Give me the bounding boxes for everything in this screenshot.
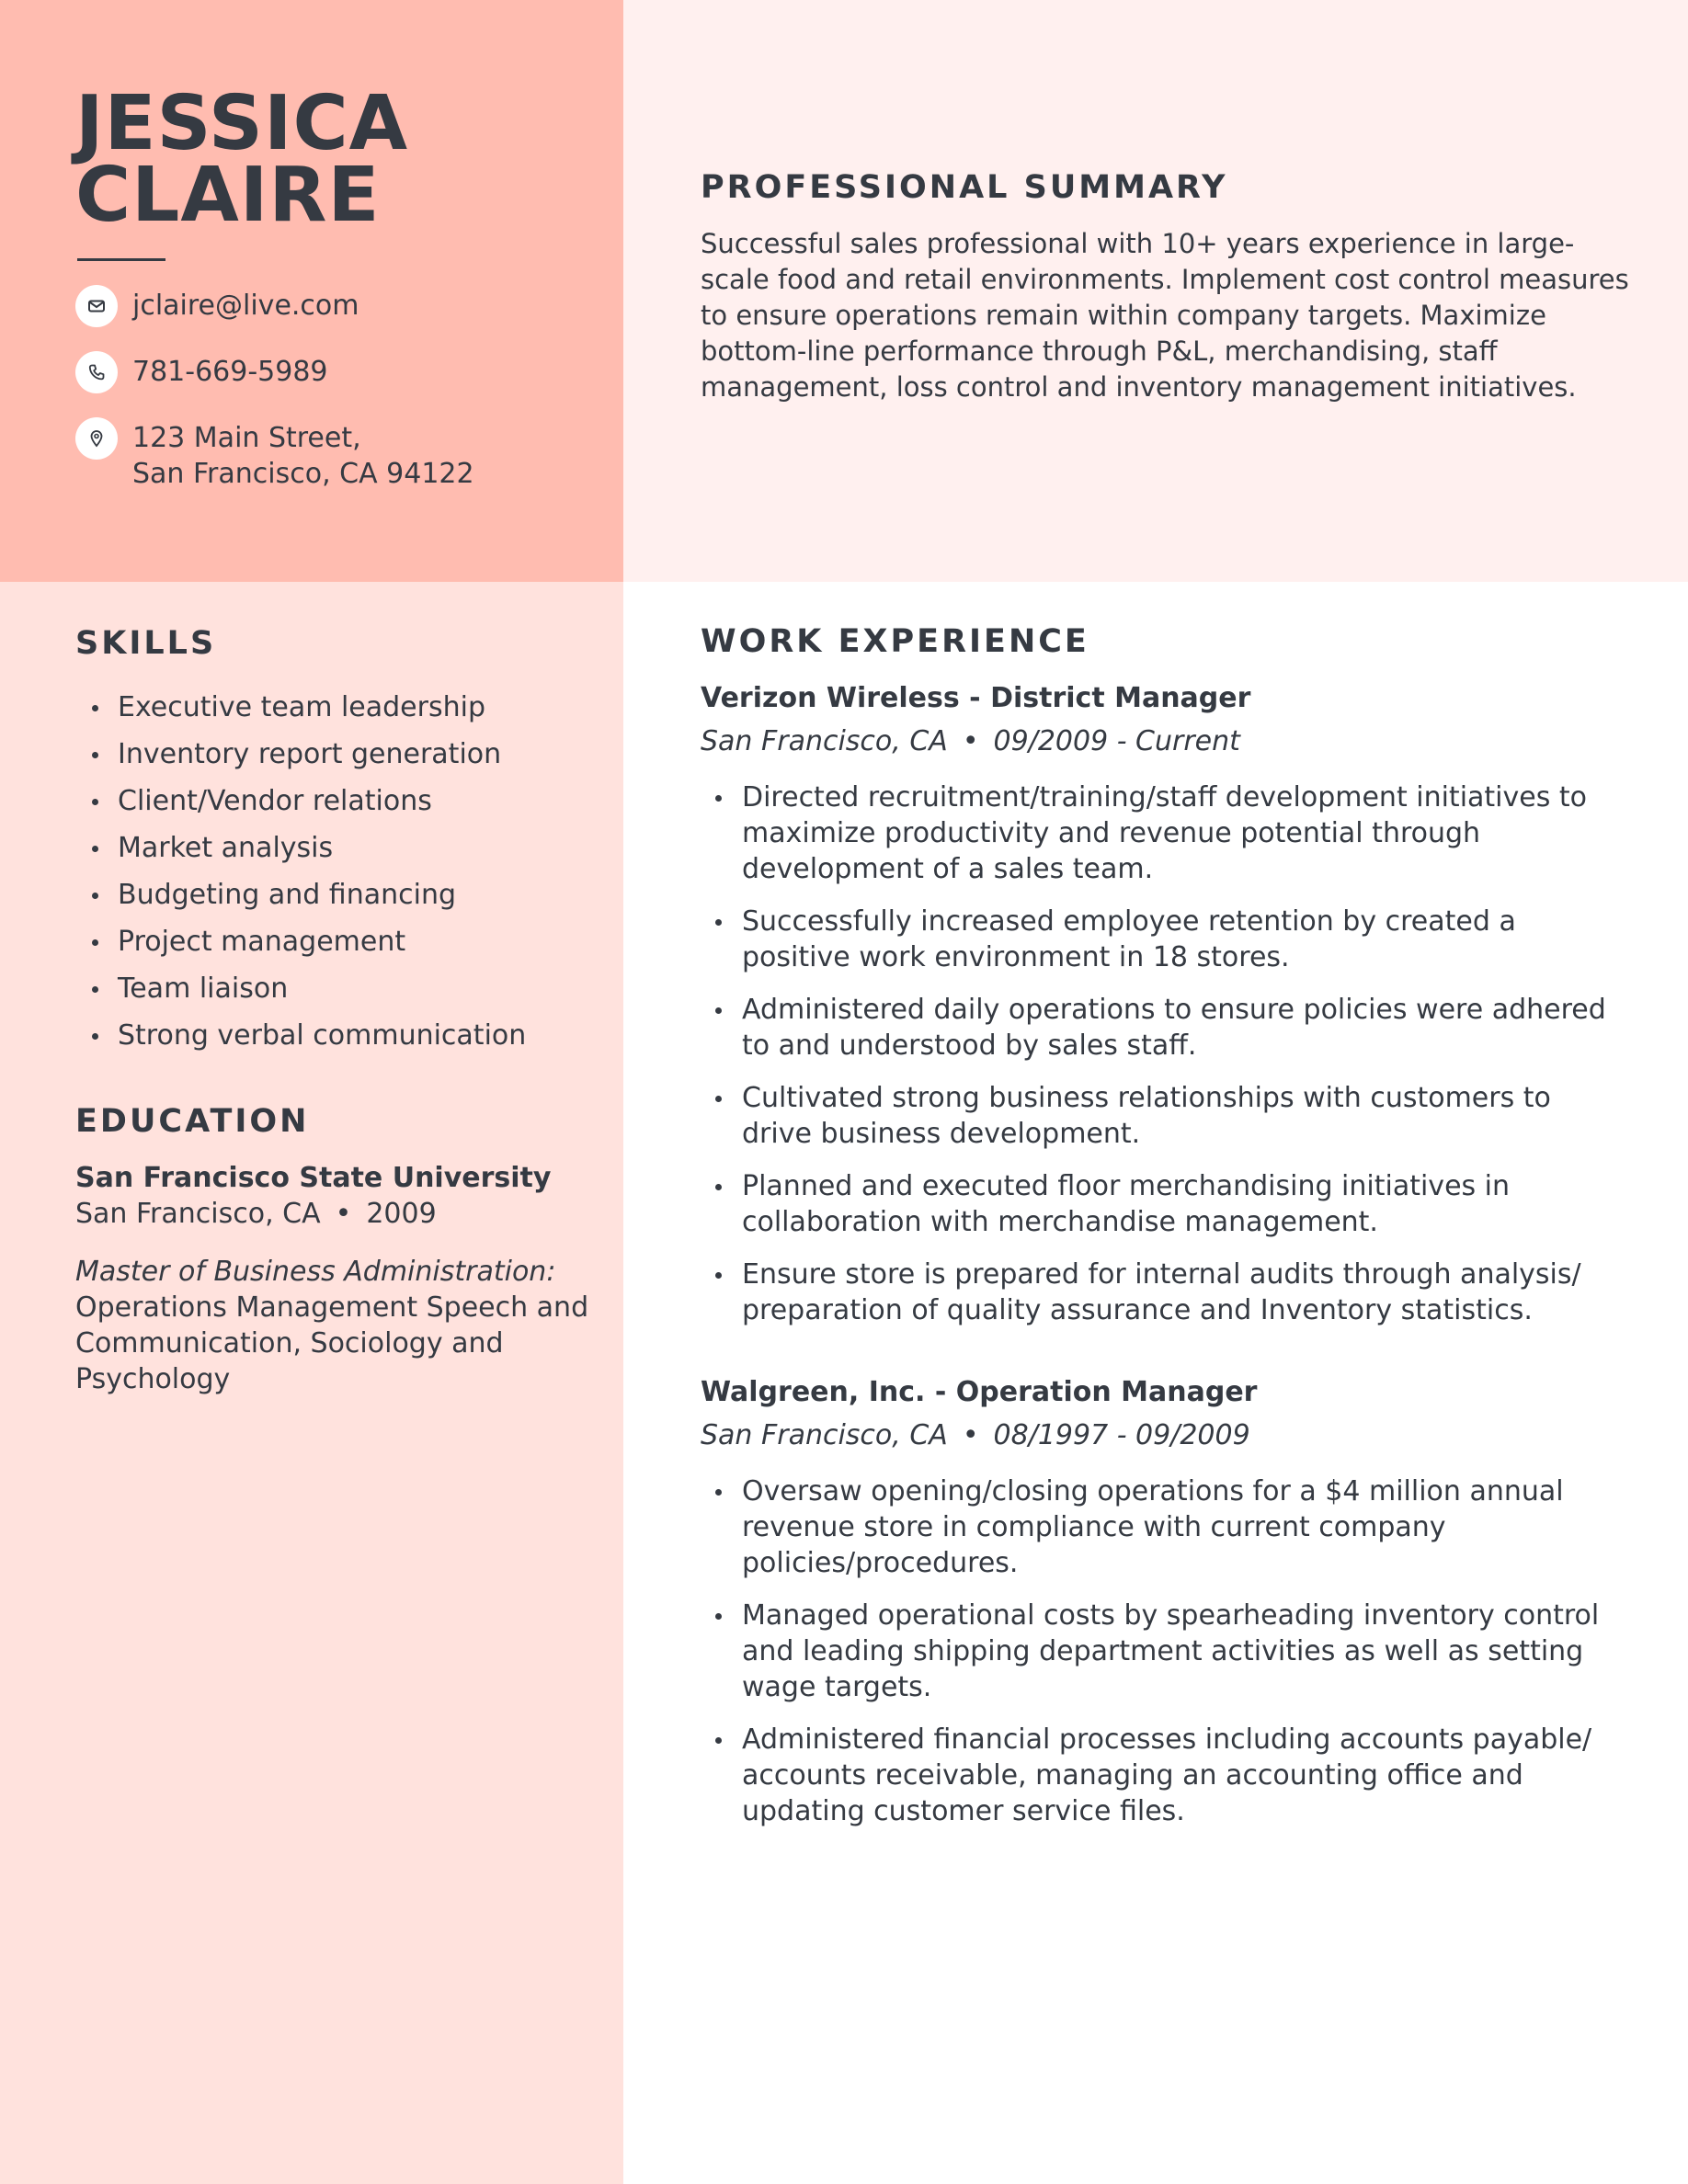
skill-item: Strong verbal communication [75, 1012, 590, 1059]
education-school: San Francisco State University [75, 1162, 552, 1194]
sidebar-content [75, 625, 590, 1397]
education-location: San Francisco, CA [75, 1198, 321, 1230]
skill-item: Market analysis [75, 825, 590, 871]
education-degree: Master of Business Administration: [75, 1256, 556, 1288]
phone-icon [75, 351, 118, 393]
meta-separator: • [962, 725, 979, 757]
email-text: jclaire@live.com [132, 290, 359, 322]
job-meta [701, 723, 1629, 759]
contact-address [75, 417, 590, 492]
job-location: San Francisco, CA [701, 725, 948, 757]
location-pin-icon [75, 417, 118, 460]
last-name: CLAIRE [75, 152, 381, 239]
address-text [132, 417, 474, 492]
job-bullets [701, 1473, 1629, 1829]
skill-item: Client/Vendor relations [75, 778, 590, 825]
experience-section [701, 623, 1629, 1846]
address-line-2: San Francisco, CA 94122 [132, 458, 474, 490]
candidate-name [75, 80, 409, 239]
skills-title: SKILLS [75, 625, 217, 662]
job-title: Verizon Wireless - District Manager [701, 682, 1251, 714]
job-dates: 08/1997 - 09/2009 [993, 1419, 1250, 1451]
job-bullet: Managed operational costs by spearheading inventory control and leading shipping department activities as well as setting wage targets. [701, 1598, 1629, 1705]
summary-section [701, 169, 1629, 405]
skills-list [75, 684, 590, 1059]
education-degree-block [75, 1254, 590, 1397]
job-title: Walgreen, Inc. - Operation Manager [701, 1376, 1258, 1408]
phone-text: 781-669-5989 [132, 356, 328, 388]
education-details: Operations Management Speech and Communication, Sociology and Psychology [75, 1291, 589, 1395]
skill-item: Budgeting and financing [75, 871, 590, 918]
summary-title: PROFESSIONAL SUMMARY [701, 169, 1228, 206]
job-dates: 09/2009 - Current [993, 725, 1240, 757]
summary-text: Successful sales professional with 10+ years experience in large-scale food and retail environments. Implement cost control measures to ensure operations remain within company targets. Maximize bottom-line performance through P&L, merchandising, staff management, loss control and inventory management initiatives. [701, 228, 1629, 403]
name-divider [77, 258, 165, 261]
education-year: 2009 [366, 1198, 437, 1230]
job-bullet: Oversaw opening/closing operations for a $4 million annual revenue store in compliance with current company policies/procedures. [701, 1473, 1629, 1581]
contact-phone [75, 351, 590, 393]
skill-item: Project management [75, 918, 590, 965]
address-line-1: 123 Main Street, [132, 422, 361, 454]
skill-item: Team liaison [75, 965, 590, 1012]
job-entry [701, 1374, 1629, 1829]
skills-section [75, 625, 590, 1059]
education-title: EDUCATION [75, 1103, 310, 1140]
experience-title: WORK EXPERIENCE [701, 623, 1089, 660]
job-bullet: Successfully increased employee retention by created a positive work environment in 18 stores. [701, 904, 1629, 975]
contact-block [75, 285, 590, 516]
job-bullet: Cultivated strong business relationships with customers to drive business development. [701, 1080, 1629, 1152]
job-location: San Francisco, CA [701, 1419, 948, 1451]
education-section [75, 1103, 590, 1397]
job-bullet: Planned and executed floor merchandising initiatives in collaboration with merchandise management. [701, 1168, 1629, 1240]
job-bullet: Administered daily operations to ensure policies were adhered to and understood by sales staff. [701, 992, 1629, 1064]
first-name: JESSICA [75, 80, 409, 167]
education-meta [75, 1196, 590, 1232]
envelope-icon [75, 285, 118, 327]
job-bullet: Ensure store is prepared for internal audits through analysis/ preparation of quality assurance and Inventory statistics. [701, 1257, 1629, 1328]
job-entry [701, 680, 1629, 1328]
job-bullet: Directed recruitment/training/staff development initiatives to maximize productivity and revenue potential through development of a sales team. [701, 779, 1629, 887]
job-bullets [701, 779, 1629, 1328]
contact-email [75, 285, 590, 327]
job-meta [701, 1417, 1629, 1453]
skill-item: Executive team leadership [75, 684, 590, 731]
skill-item: Inventory report generation [75, 731, 590, 778]
meta-separator: • [335, 1198, 352, 1230]
job-bullet: Administered financial processes including accounts payable/ accounts receivable, managing an accounting office and updating customer service files. [701, 1722, 1629, 1829]
meta-separator: • [962, 1419, 979, 1451]
